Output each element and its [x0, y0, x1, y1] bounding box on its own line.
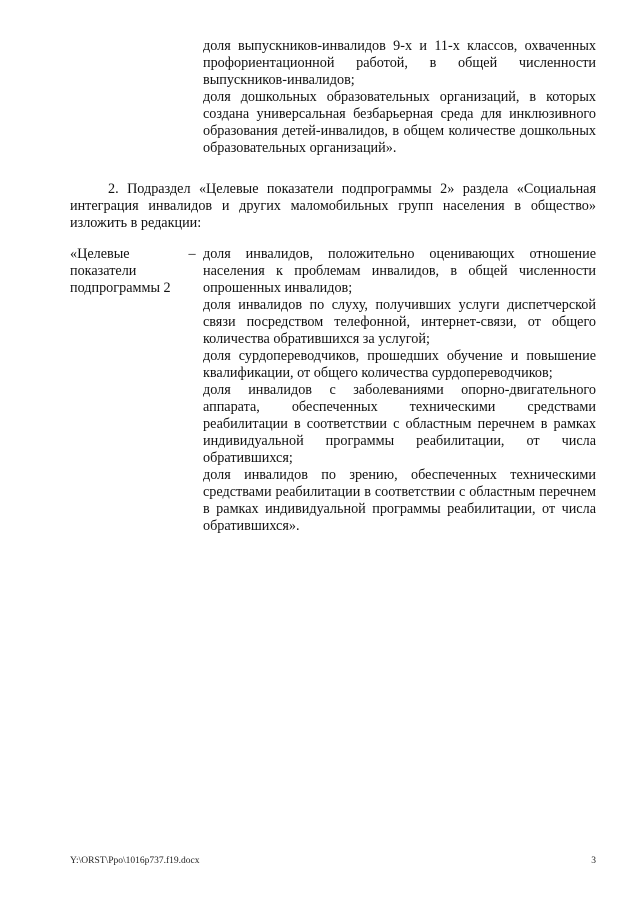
indicator-item: доля инвалидов по зрению, обеспеченных техническими средствами реабилитации в соответствии с областным перечнем в рамках индивидуальной программы реабилитации, от числа обратившихся».: [203, 467, 596, 534]
indicator-item: доля инвалидов, положительно оценивающих отношение населения к проблемам инвалидов, в общей численности опрошенных инвалидов;: [203, 246, 596, 296]
indicator-item: доля инвалидов по слуху, получивших услуги диспетчерской связи посредством телефонной, интернет-связи, от общего количества обратившихся за услугой;: [203, 297, 596, 347]
footer-file-path: Y:\ORST\Ppo\1016p737.f19.docx: [70, 856, 200, 866]
continuation-block: [203, 38, 596, 157]
section-2-text: 2. Подраздел «Целевые показатели подпрограммы 2» раздела «Социальная интеграция инвалидов и других маломобильных групп населения в общество» изложить в редакции:: [70, 181, 596, 231]
section-2: [70, 181, 596, 232]
continuation-paragraph-2: доля дошкольных образовательных организаций, в которых создана универсальная безбарьерная среда для инклюзивного образования детей-инвалидов, в общем количестве дошкольных образовательных организаций».: [203, 89, 596, 156]
definition-body: [203, 246, 596, 535]
definition-label: «Целевые показатели подпрограммы 2: [70, 246, 171, 296]
indicator-item: доля инвалидов с заболеваниями опорно-двигательного аппарата, обеспеченных техническими средствами реабилитации в соответствии с областным перечнем в рамках индивидуальной программы реабилитации, от числа обратившихся;: [203, 382, 596, 466]
page-number: 3: [591, 856, 596, 866]
indicator-item: доля сурдопереводчиков, прошедших обучение и повышение квалификации, от общего количества сурдопереводчиков;: [203, 348, 596, 381]
continuation-paragraph-1: доля выпускников-инвалидов 9-х и 11-х классов, охваченных профориентационной работой, в общей численности выпускников-инвалидов;: [203, 38, 596, 88]
definition-dash: –: [188, 246, 196, 262]
